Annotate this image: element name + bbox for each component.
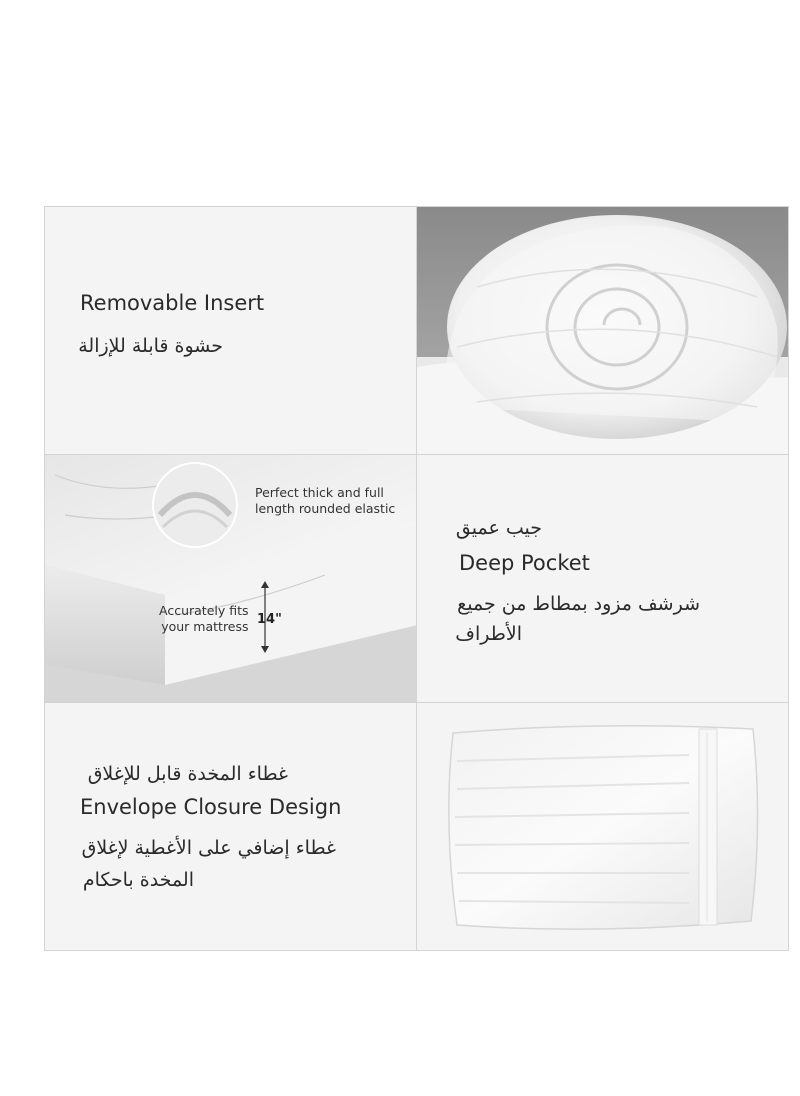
depth-label: 14"	[257, 612, 282, 627]
pillow-image	[416, 702, 789, 951]
rolled-duvet-illustration	[417, 207, 789, 455]
deep-pocket-panel	[416, 454, 789, 703]
removable-insert-panel	[44, 206, 417, 455]
fit-callout-line1: Accurately fits	[159, 603, 249, 618]
envelope-title-ar: غطاء المخدة قابل للإغلاق	[87, 763, 288, 785]
removable-insert-title: Removable Insert	[80, 291, 265, 315]
pillow-illustration	[417, 703, 789, 951]
removable-insert-title-ar: حشوة قابلة للإزالة	[78, 335, 223, 357]
envelope-title: Envelope Closure Design	[80, 795, 342, 819]
envelope-desc-line2: المخدة باحكام	[82, 869, 194, 891]
elastic-callout-line1: Perfect thick and full	[255, 485, 384, 500]
rolled-duvet-image	[416, 206, 789, 455]
elastic-callout	[255, 485, 395, 517]
elastic-callout-line2: length rounded elastic	[255, 501, 396, 516]
fit-callout	[159, 603, 249, 635]
envelope-closure-panel	[44, 702, 417, 951]
fit-callout-line2: your mattress	[161, 619, 249, 634]
deep-pocket-title-ar: جيب عميق	[455, 517, 542, 539]
deep-pocket-desc-line1: شرشف مزود بمطاط من جميع	[457, 593, 700, 615]
deep-pocket-title: Deep Pocket	[459, 551, 590, 575]
envelope-desc-line1: غطاء إضافي على الأغطية لإغلاق	[81, 837, 336, 859]
fitted-sheet-corner-image	[44, 454, 417, 703]
deep-pocket-desc-line2: الأطراف	[455, 623, 522, 645]
